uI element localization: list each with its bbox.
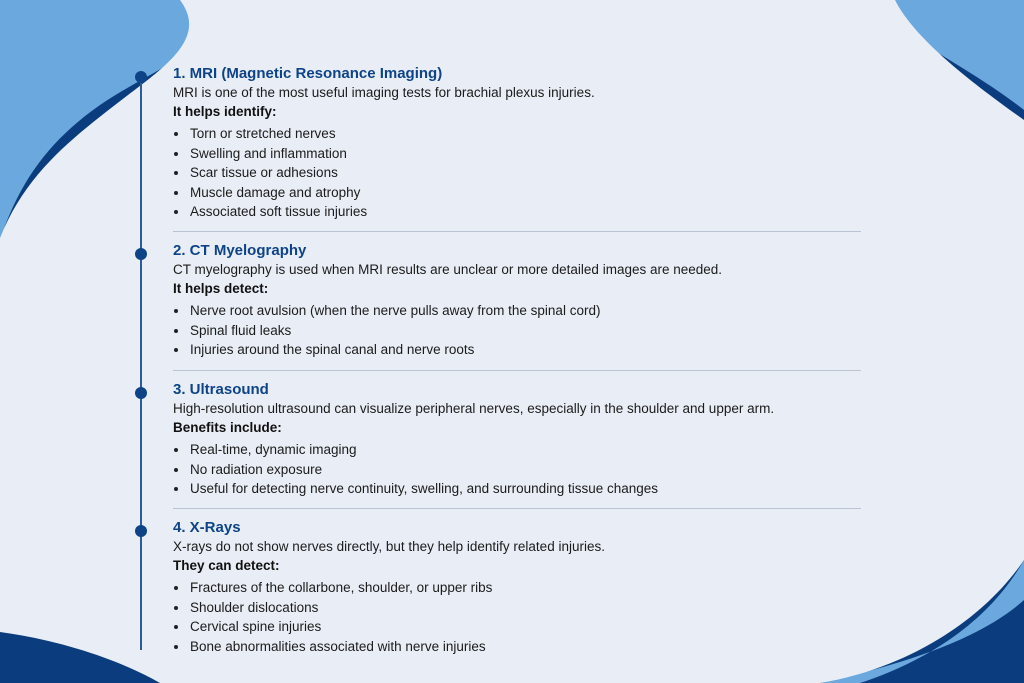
item-list: [173, 124, 367, 222]
list-item: Nerve root avulsion (when the nerve pulls away from the spinal cord): [173, 301, 600, 321]
section-description: X-rays do not show nerves directly, but they help identify related injuries.: [173, 539, 605, 554]
section-description: CT myelography is used when MRI results are unclear or more detailed images are needed.: [173, 262, 723, 277]
section-subheading: It helps identify:: [173, 104, 277, 119]
section-title: 1. MRI (Magnetic Resonance Imaging): [173, 65, 443, 82]
list-item: Shoulder dislocations: [173, 598, 492, 618]
section-subheading: Benefits include:: [173, 420, 282, 435]
item-list: [173, 301, 600, 360]
section-divider: [173, 370, 861, 371]
section-title: 4. X-Rays: [173, 519, 241, 536]
list-item: Scar tissue or adhesions: [173, 163, 367, 183]
list-item: Muscle damage and atrophy: [173, 183, 367, 203]
section-title: 3. Ultrasound: [173, 381, 269, 398]
list-item: Associated soft tissue injuries: [173, 202, 367, 222]
list-item: Useful for detecting nerve continuity, swelling, and surrounding tissue changes: [173, 479, 658, 499]
list-item: Fractures of the collarbone, shoulder, or upper ribs: [173, 578, 492, 598]
item-list: [173, 440, 658, 499]
list-item: Swelling and inflammation: [173, 144, 367, 164]
list-item: Bone abnormalities associated with nerve injuries: [173, 637, 492, 657]
timeline-dot: [135, 387, 147, 399]
timeline-dot: [135, 71, 147, 83]
section-title: 2. CT Myelography: [173, 242, 307, 259]
section-divider: [173, 231, 861, 232]
timeline-dot: [135, 525, 147, 537]
list-item: Cervical spine injuries: [173, 617, 492, 637]
list-item: Torn or stretched nerves: [173, 124, 367, 144]
section-description: High-resolution ultrasound can visualize peripheral nerves, especially in the shoulder and upper arm.: [173, 401, 775, 416]
timeline-line: [140, 72, 142, 650]
section-subheading: It helps detect:: [173, 281, 269, 296]
item-list: [173, 578, 492, 656]
list-item: Spinal fluid leaks: [173, 321, 600, 341]
timeline-dot: [135, 248, 147, 260]
list-item: Injuries around the spinal canal and nerve roots: [173, 340, 600, 360]
section-subheading: They can detect:: [173, 558, 280, 573]
section-description: MRI is one of the most useful imaging tests for brachial plexus injuries.: [173, 85, 595, 100]
section-divider: [173, 508, 861, 509]
list-item: Real-time, dynamic imaging: [173, 440, 658, 460]
list-item: No radiation exposure: [173, 460, 658, 480]
